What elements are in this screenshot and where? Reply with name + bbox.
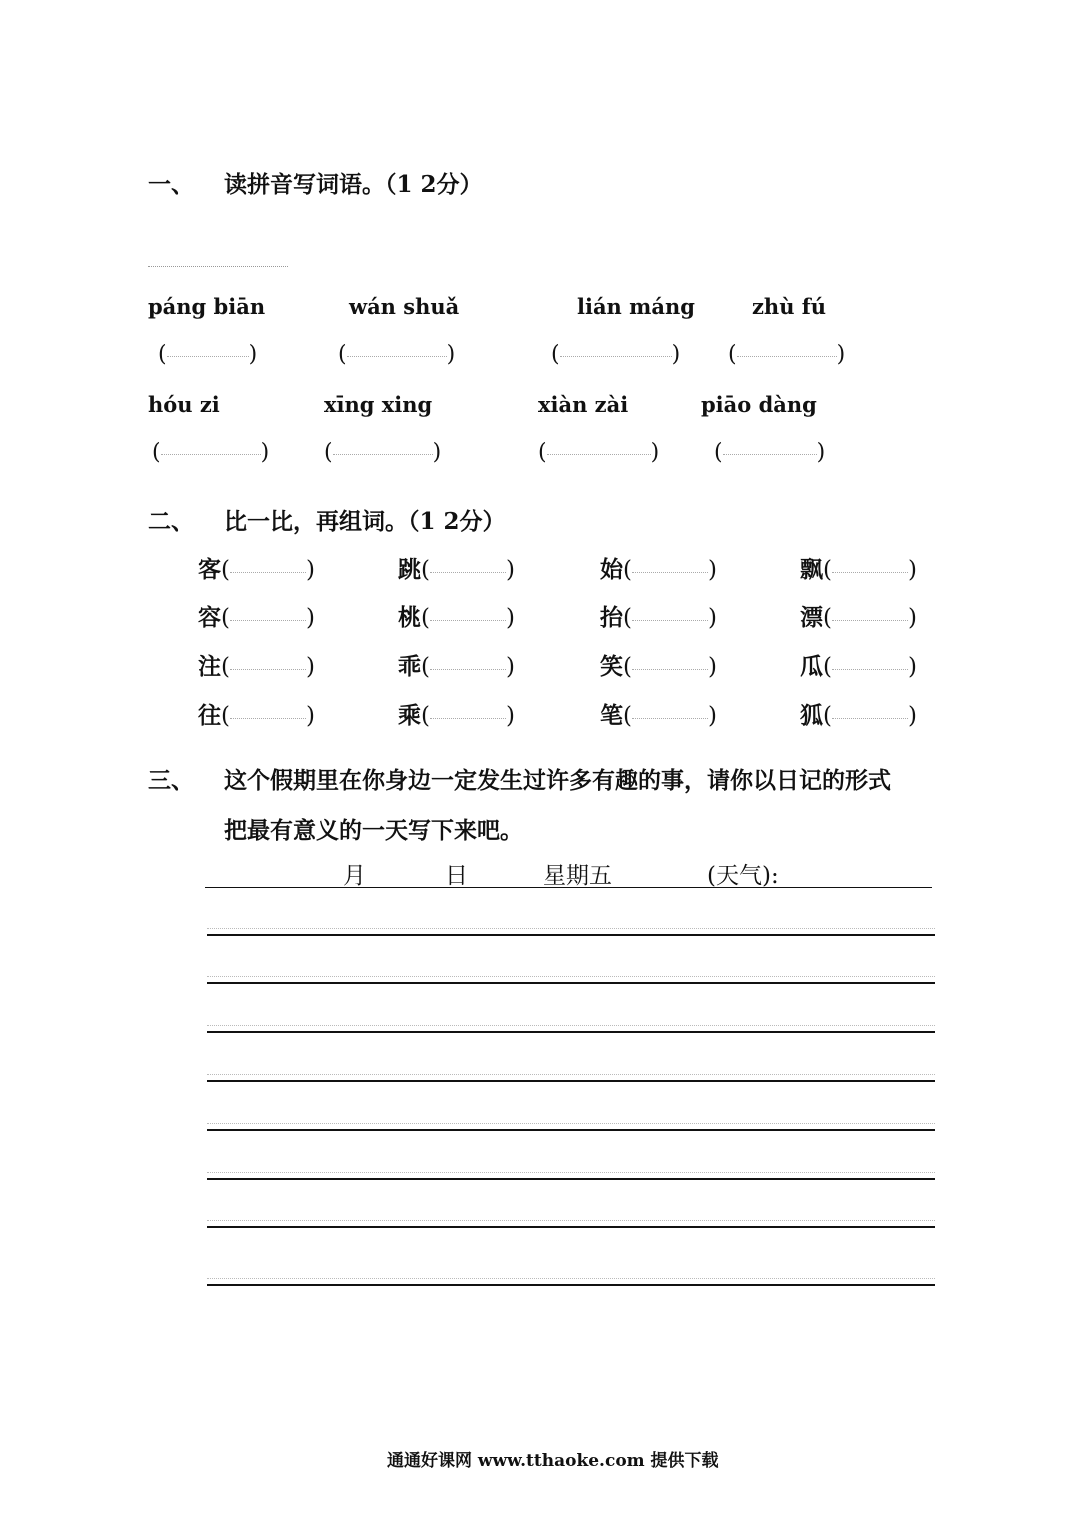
answer-blank-1[interactable]: ( ): [158, 342, 258, 367]
writing-line[interactable]: [207, 934, 935, 936]
answer-blank-5[interactable]: ( ): [152, 440, 270, 465]
character: 笔: [600, 702, 623, 729]
answer-blank-3[interactable]: ( ): [551, 342, 681, 367]
answer-blank-2[interactable]: ( ): [338, 342, 456, 367]
character: 瓜: [800, 653, 823, 680]
writing-line[interactable]: [207, 1031, 935, 1033]
character: 狐: [800, 702, 823, 729]
word-group-cell[interactable]: 瓜( ): [800, 653, 917, 680]
word-group-cell[interactable]: 跳( ): [398, 556, 515, 583]
writing-line[interactable]: [207, 1178, 935, 1180]
word-group-cell[interactable]: 漂( ): [800, 604, 917, 631]
date-month: 月: [343, 863, 366, 889]
pinyin-6: xīng xing: [324, 392, 433, 417]
character: 客: [198, 556, 221, 583]
pinyin-1: páng biān: [148, 294, 266, 319]
character: 注: [198, 653, 221, 680]
word-group-cell[interactable]: 抬( ): [600, 604, 717, 631]
word-group-cell[interactable]: 笑( ): [600, 653, 717, 680]
writing-line[interactable]: [207, 1226, 935, 1228]
character: 飘: [800, 556, 823, 583]
word-group-cell[interactable]: 桃( ): [398, 604, 515, 631]
character: 桃: [398, 604, 421, 631]
character: 往: [198, 702, 221, 729]
pinyin-4: zhù fú: [752, 294, 827, 319]
word-group-cell[interactable]: 始( ): [600, 556, 717, 583]
footer-credit: 通通好课网 www.tthaoke.com 提供下载: [387, 1451, 719, 1471]
answer-blank-6[interactable]: ( ): [324, 440, 442, 465]
diary-date-line[interactable]: [205, 855, 932, 888]
pinyin-7: xiàn zài: [538, 392, 629, 417]
character: 乘: [398, 702, 421, 729]
dotted-leader: [148, 266, 288, 267]
pinyin-2: wán shuǎ: [349, 294, 460, 319]
answer-blank-8[interactable]: ( ): [714, 440, 826, 465]
word-group-cell[interactable]: 狐( ): [800, 702, 917, 729]
character: 乖: [398, 653, 421, 680]
answer-blank-7[interactable]: ( ): [538, 440, 660, 465]
character: 抬: [600, 604, 623, 631]
section1-title: 读拼音写词语。（1 2分）: [224, 171, 483, 198]
writing-line[interactable]: [207, 1284, 935, 1286]
pinyin-5: hóu zi: [148, 392, 220, 417]
character: 容: [198, 604, 221, 631]
date-weather: (天气):: [707, 863, 779, 889]
writing-line[interactable]: [207, 982, 935, 984]
word-group-cell[interactable]: 注( ): [198, 653, 315, 680]
section2-title: 比一比，再组词。（1 2分）: [224, 508, 506, 535]
word-group-cell[interactable]: 容( ): [198, 604, 315, 631]
answer-blank-4[interactable]: ( ): [728, 342, 846, 367]
date-day: 日: [445, 863, 468, 889]
date-weekday: 星期五: [543, 863, 612, 889]
word-group-cell[interactable]: 客( ): [198, 556, 315, 583]
pinyin-3: lián máng: [577, 294, 695, 319]
pinyin-8: piāo dàng: [701, 392, 817, 417]
writing-line[interactable]: [207, 1129, 935, 1131]
word-group-cell[interactable]: 乘( ): [398, 702, 515, 729]
word-group-cell[interactable]: 笔( ): [600, 702, 717, 729]
section3-title-line1: 这个假期里在你身边一定发生过许多有趣的事，请你以日记的形式: [224, 767, 891, 794]
section3-number: 三、: [148, 767, 194, 794]
character: 漂: [800, 604, 823, 631]
word-group-cell[interactable]: 乖( ): [398, 653, 515, 680]
writing-line[interactable]: [207, 1080, 935, 1082]
section2-number: 二、: [148, 508, 194, 535]
section3-title-line2: 把最有意义的一天写下来吧。: [224, 817, 523, 844]
word-group-cell[interactable]: 往( ): [198, 702, 315, 729]
character: 笑: [600, 653, 623, 680]
character: 始: [600, 556, 623, 583]
character: 跳: [398, 556, 421, 583]
word-group-cell[interactable]: 飘( ): [800, 556, 917, 583]
section1-number: 一、: [148, 171, 194, 198]
